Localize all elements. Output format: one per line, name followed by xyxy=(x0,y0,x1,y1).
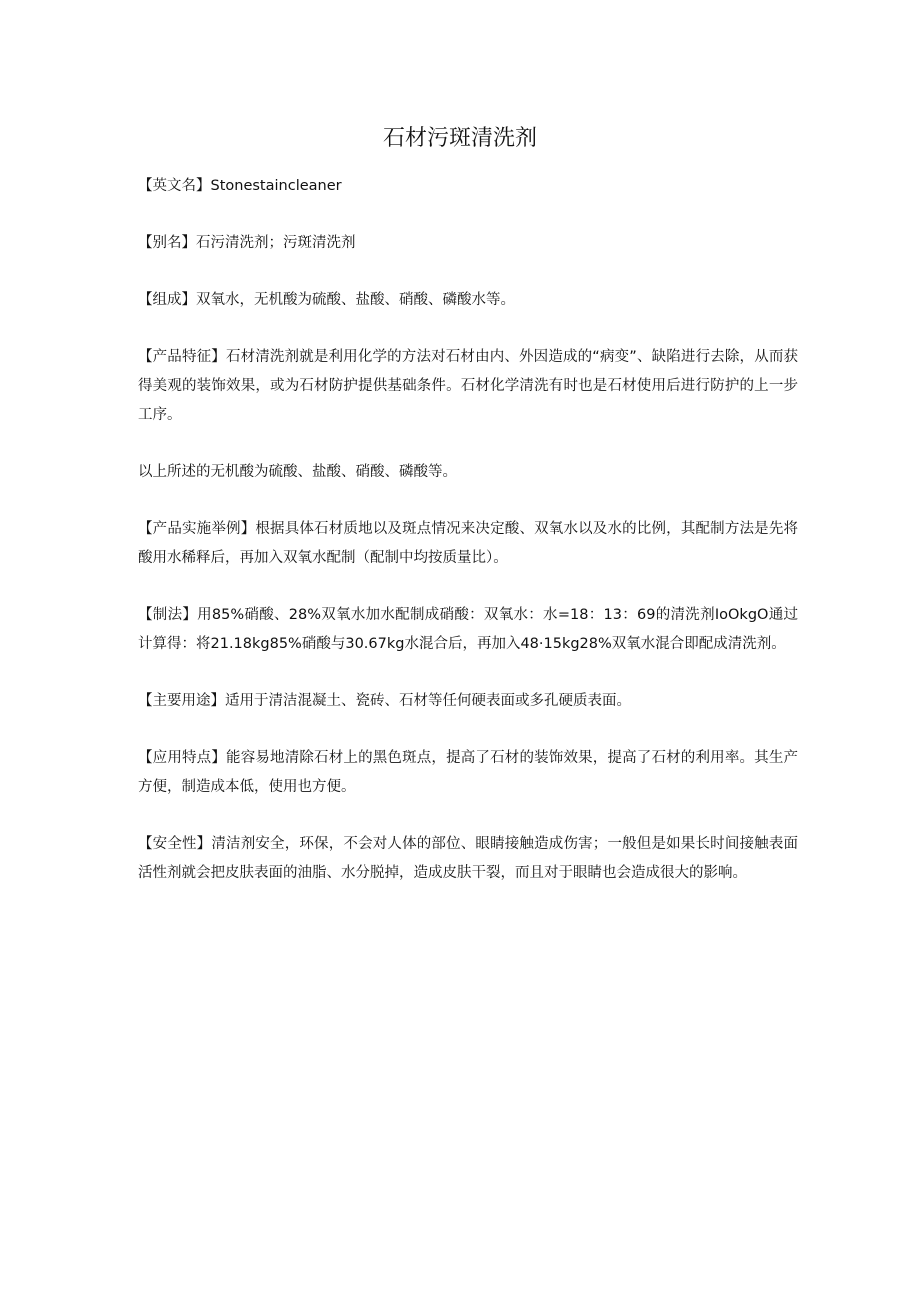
paragraph-application xyxy=(138,744,798,802)
paragraph-label: 【主要用途】 xyxy=(138,693,225,709)
paragraph-safety xyxy=(138,830,798,888)
paragraph-label: 【英文名】 xyxy=(138,178,211,194)
paragraph-english-name xyxy=(138,172,798,201)
paragraph-label: 【产品特征】 xyxy=(138,349,226,365)
paragraph-label: 【产品实施举例】 xyxy=(138,521,256,537)
paragraph-label: 【安全性】 xyxy=(138,836,212,852)
paragraph-label: 【应用特点】 xyxy=(138,750,227,766)
paragraph-text: 石材清洗剂就是利用化学的方法对石材由内、外因造成的“病变”、缺陷进行去除，从而获得美观的装饰效果，或为石材防护提供基础条件。石材化学清洗有时也是石材使用后进行防护的上一步工序。 xyxy=(138,349,798,423)
paragraph-text: 以上所述的无机酸为硫酸、盐酸、硝酸、磷酸等。 xyxy=(138,464,457,480)
paragraph-composition xyxy=(138,286,798,315)
paragraph-text: 用85%硝酸、28%双氧水加水配制成硝酸：双氧水：水=18：13：69的清洗剂IoOkgO通过计算得：将21.18kg85%硝酸与30.67kg水混合后，再加入48·15kg28%双氧水混合即配成清洗剂。 xyxy=(138,607,799,652)
paragraph-text: 清洁剂安全，环保，不会对人体的部位、眼睛接触造成伤害；一般但是如果长时间接触表面活性剂就会把皮肤表面的油脂、水分脱掉，造成皮肤干裂，而且对于眼睛也会造成很大的影响。 xyxy=(138,836,799,881)
paragraph-note xyxy=(138,458,798,487)
paragraph-label: 【组成】 xyxy=(138,292,196,308)
paragraph-uses xyxy=(138,687,798,716)
paragraph-label: 【制法】 xyxy=(138,607,198,623)
paragraph-text: Stonestaincleaner xyxy=(210,178,342,194)
paragraph-text: 双氧水，无机酸为硫酸、盐酸、硝酸、磷酸水等。 xyxy=(196,292,515,308)
document-body xyxy=(138,172,798,916)
paragraph-label: 【别名】 xyxy=(138,235,196,251)
paragraph-features xyxy=(138,343,798,430)
paragraph-alias xyxy=(138,229,798,258)
paragraph-text: 根据具体石材质地以及斑点情况来决定酸、双氧水以及水的比例，其配制方法是先将酸用水稀释后，再加入双氧水配制（配制中均按质量比）。 xyxy=(138,521,799,566)
paragraph-text: 适用于清洁混凝土、瓷砖、石材等任何硬表面或多孔硬质表面。 xyxy=(225,693,631,709)
paragraph-preparation xyxy=(138,601,798,659)
paragraph-example xyxy=(138,515,798,573)
document-title: 石材污斑清洗剂 xyxy=(382,126,537,151)
paragraph-text: 能容易地清除石材上的黑色斑点，提高了石材的装饰效果，提高了石材的利用率。其生产方便，制造成本低，使用也方便。 xyxy=(138,750,799,795)
paragraph-text: 石污清洗剂；污斑清洗剂 xyxy=(196,235,356,251)
